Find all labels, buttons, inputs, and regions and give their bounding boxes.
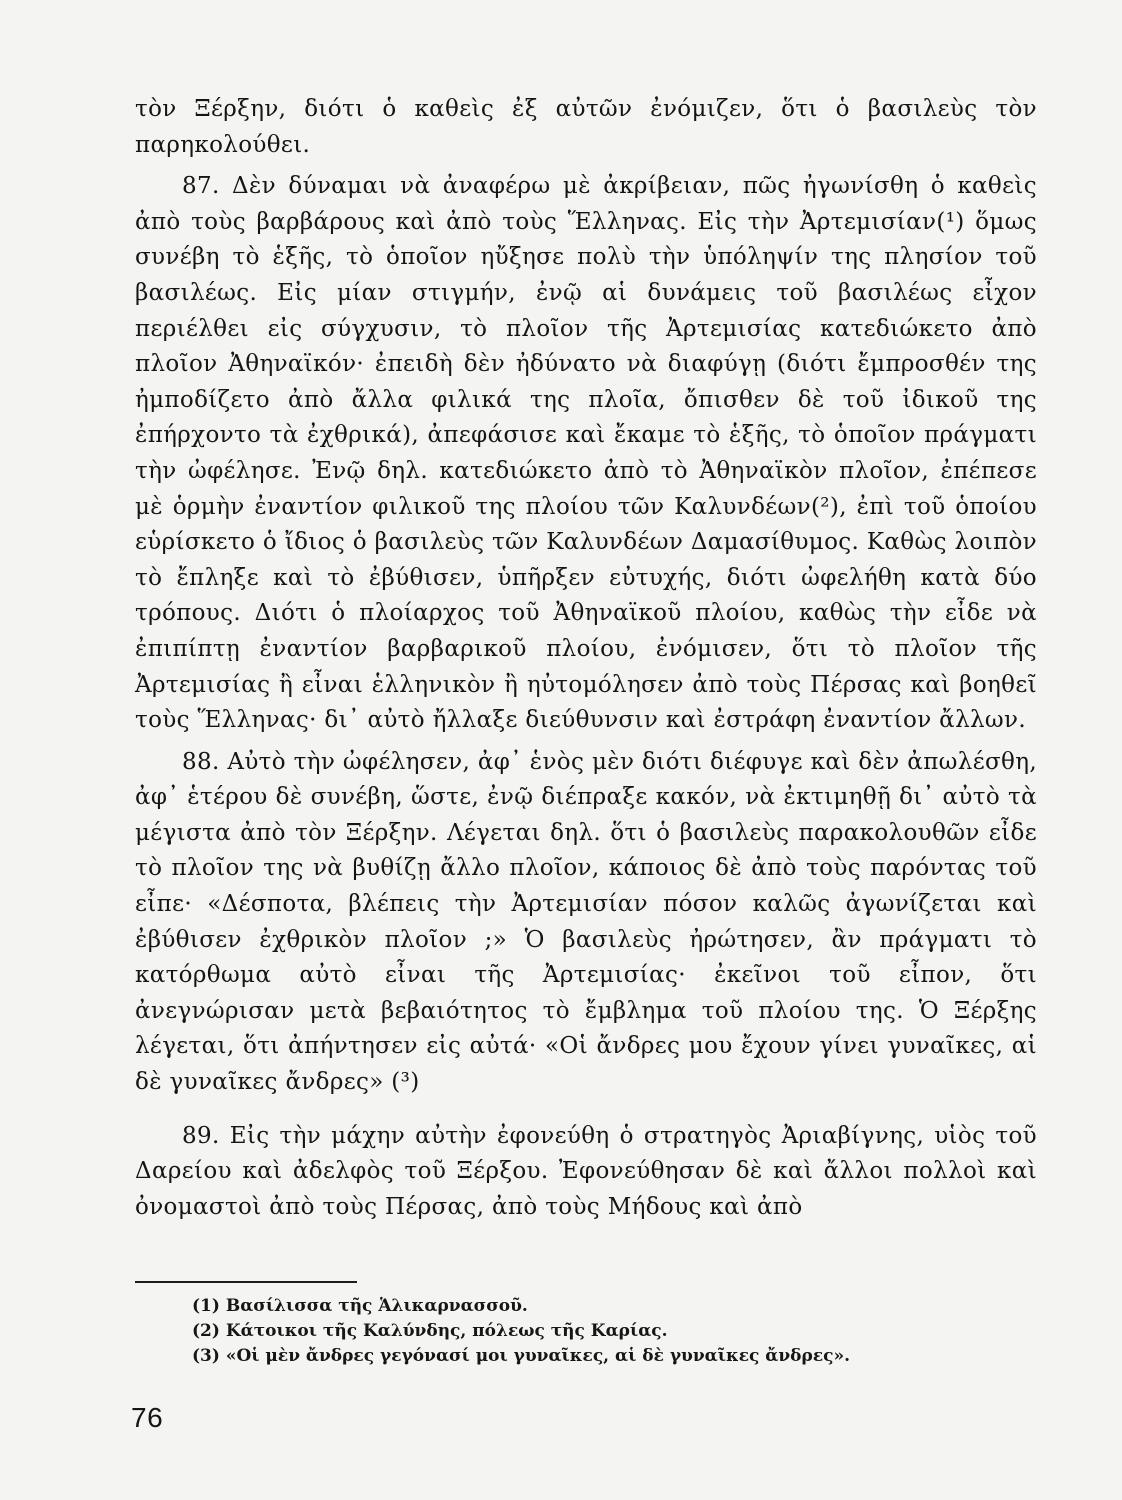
footnote-1: (1) Βασίλισσα τῆς Ἁλικαρνασσοῦ. — [192, 1296, 528, 1316]
paragraph-87: 87. Δὲν δύναμαι νὰ ἀναφέρω μὲ ἀκρίβειαν, πῶς ἠγωνίσθη ὁ καθεὶς ἀπὸ τοὺς βαρβάρους καὶ ἀπὸ τοὺς Ἕλληνας. Εἰς τὴν Ἀρτεμισίαν(¹) ὅμως συνέβη τὸ ἑξῆς, τὸ ὁποῖον ηὔξησε πολὺ τὴν ὑπόληψίν της πλησίον τοῦ βασιλέως. Εἰς μίαν στιγμήν, ἐνῷ αἱ δυνάμεις τοῦ βασιλέως εἶχον περιέλθει εἰς σύγχυσιν, τὸ πλοῖον τῆς Ἀρτεμισίας κατεδιώκετο ἀπὸ πλοῖον Ἀθηναϊκόν· ἐπειδὴ δὲν ἠδύνατο νὰ διαφύγῃ (διότι ἔμπροσθέν της ἠμποδίζετο ἀπὸ ἄλλα φιλικά της πλοῖα, ὄπισθεν δὲ τοῦ ἰδικοῦ της ἐπήρχοντο τὰ ἐχθρικά), ἀπεφάσισε καὶ ἔκαμε τὸ ἑξῆς, τὸ ὁποῖον πράγματι τὴν ὠφέλησε. Ἐνῷ δηλ. κατεδιώκετο ἀπὸ τὸ Ἀθηναϊκὸν πλοῖον, ἐπέπεσε μὲ ὁρμὴν ἐναντίον φιλικοῦ της πλοίου τῶν Καλυνδέων(²), ἐπὶ τοῦ ὁποίου εὑρίσκετο ὁ ἴδιος ὁ βασιλεὺς τῶν Καλυνδέων Δαμασίθυμος. Καθὼς λοιπὸν τὸ ἔπληξε καὶ τὸ ἐβύθισεν, ὑπῆρξεν εὐτυχής, διότι ὠφελήθη κατὰ δύο τρόπους. Διότι ὁ πλοίαρχος τοῦ Ἀθηναϊκοῦ πλοίου, καθὼς τὴν εἶδε νὰ ἐπιπίπτῃ ἐναντίον βαρβαρικοῦ πλοίου, ἐνόμισεν, ὅτι τὸ πλοῖον τῆς Ἀρτεμισίας ἢ εἶναι ἑλληνικὸν ἢ ηὐτομόλησεν ἀπὸ τοὺς Πέρσας καὶ βοηθεῖ τοὺς Ἕλληνας· δι᾽ αὐτὸ ἤλλαξε διεύθυνσιν καὶ ἐστράφη ἐναντίον ἄλλων. — [135, 173, 1037, 734]
footnotes — [192, 1294, 1012, 1369]
paragraph-continuation: τὸν Ξέρξην, διότι ὁ καθεὶς ἐξ αὐτῶν ἐνόμιζεν, ὅτι ὁ βασιλεὺς τὸν παρηκολούθει. — [135, 96, 1037, 158]
page-number: 76 — [131, 1402, 164, 1433]
paragraph-89: 89. Εἰς τὴν μάχην αὐτὴν ἐφονεύθη ὁ στρατηγὸς Ἀριαβίγνης, υἱὸς τοῦ Δαρείου καὶ ἀδελφὸς τοῦ Ξέρξου. Ἐφονεύθησαν δὲ καὶ ἄλλοι πολλοὶ καὶ ὀνομαστοὶ ἀπὸ τοὺς Πέρσας, ἀπὸ τοὺς Μήδους καὶ ἀπὸ — [135, 1122, 1037, 1220]
body-text — [135, 92, 1037, 1225]
footnote-2: (2) Κάτοικοι τῆς Καλύνδης, πόλεως τῆς Καρίας. — [192, 1321, 668, 1341]
footnote-3: (3) «Οἱ μὲν ἄνδρες γεγόνασί μοι γυναῖκες, αἱ δὲ γυναῖκες ἄνδρες». — [192, 1346, 851, 1366]
footnote-divider — [135, 1281, 357, 1283]
paragraph-88: 88. Αὐτὸ τὴν ὠφέλησεν, ἀφ᾽ ἑνὸς μὲν διότι διέφυγε καὶ δὲν ἀπωλέσθη, ἀφ᾽ ἑτέρου δὲ συνέβη, ὥστε, ἐνῷ διέπραξε κακόν, νὰ ἐκτιμηθῇ δι᾽ αὐτὸ τὰ μέγιστα ἀπὸ τὸν Ξέρξην. Λέγεται δηλ. ὅτι ὁ βασιλεὺς παρακολουθῶν εἶδε τὸ πλοῖον της νὰ βυθίζῃ ἄλλο πλοῖον, κάποιος δὲ ἀπὸ τοὺς παρόντας τοῦ εἶπε· «Δέσποτα, βλέπεις τὴν Ἀρτεμισίαν πόσον καλῶς ἀγωνίζεται καὶ ἐβύθισεν ἐχθρικὸν πλοῖον ;» Ὁ βασιλεὺς ἠρώτησεν, ἂν πράγματι τὸ κατόρθωμα αὐτὸ εἶναι τῆς Ἀρτεμισίας· ἐκεῖνοι τοῦ εἶπον, ὅτι ἀνεγνώρισαν μετὰ βεβαιότητος τὸ ἔμβλημα τοῦ πλοίου της. Ὁ Ξέρξης λέγεται, ὅτι ἀπήντησεν εἰς αὐτά· «Οἱ ἄνδρες μου ἔχουν γίνει γυναῖκες, αἱ δὲ γυναῖκες ἄνδρες» (³) — [135, 748, 1037, 1096]
